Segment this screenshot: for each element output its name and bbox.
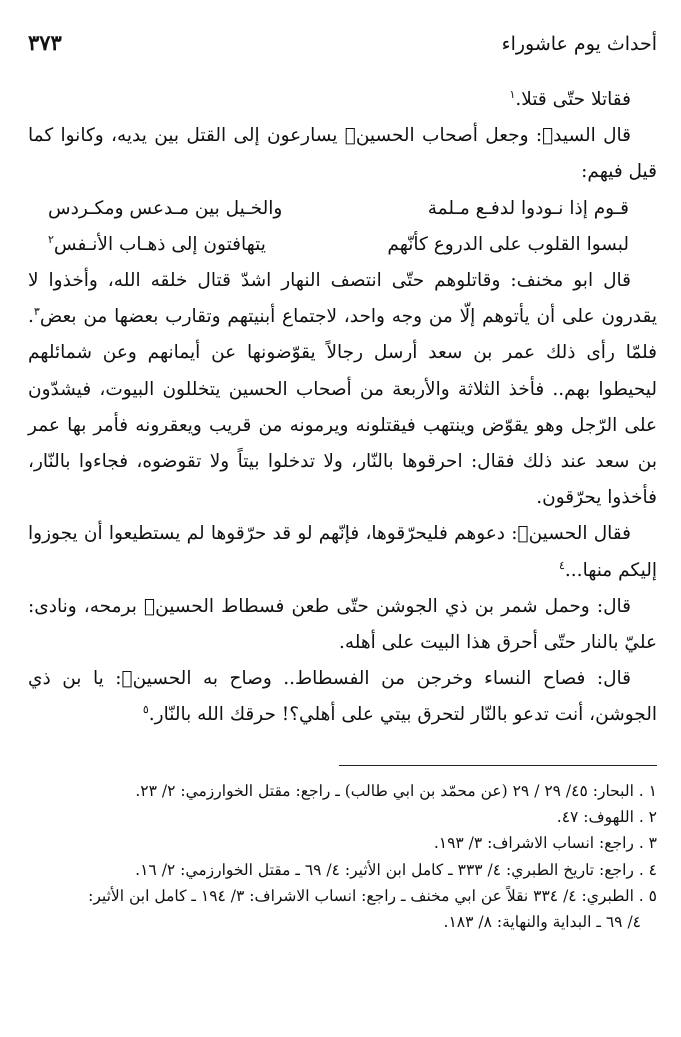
paragraph-5: قال: وحمل شمر بن ذي الجوشن حتّى طعن فسطاط الحسين﷢ برمحه، ونادى: عليّ بالنار حتّى أحرق هذا البيت على أهله.	[28, 595, 657, 654]
footnote-1: ١ . البحار: ٤٥/ ٢٩ / ٢٩ (عن محمّد بن ابي طالب) ـ راجع: مقتل الخوارزمي: ٢/ ٢٣.	[135, 782, 657, 800]
verse-1-first-hemistich: قـوم إذا نـودوا لدفـع مـلمة	[427, 197, 629, 219]
footnote-ref-3: ٣	[33, 305, 40, 319]
footnote-2: ٢ . اللهوف: ٤٧.	[556, 808, 657, 827]
verse-line-1	[28, 191, 657, 227]
verse-1-second-hemistich: والخـيل بين مـدعس ومكـردس	[48, 197, 283, 219]
footnote-ref-5: ٥	[142, 703, 149, 717]
footnotes	[22, 778, 657, 935]
footnote-3: ٣ . راجع: انساب الاشراف: ٣/ ١٩٣.	[433, 834, 657, 853]
page-header	[28, 30, 657, 58]
footnote-4: ٤ . راجع: تاريخ الطبري: ٤/ ٣٣٣ ـ كامل ابن الأثير: ٤/ ٦٩ ـ مقتل الخوارزمي: ٢/ ١٦.	[135, 860, 657, 879]
footnote-5: ٥ . الطبري: ٤/ ٣٣٤ نقلاً عن ابي مخنف ـ راجع: انساب الاشراف: ٣/ ١٩٤ ـ كامل ابن الأثير:	[88, 886, 657, 905]
verse-2-second-hemistich: يتهافتون إلى ذهـاب الأنـفس$^٢$	[48, 232, 266, 255]
footnote-ref-2: ٢	[48, 232, 54, 246]
footnote-ref-4: ٤	[559, 558, 565, 572]
verse-line-2	[28, 227, 657, 263]
paragraph-1: فقاتلا حتّى قتلا.$^١$	[509, 87, 631, 110]
footnote-ref-1: ١	[509, 87, 516, 101]
paragraph-4: فقال الحسين﷢: دعوهم فليحرّقوها، فإنّهم لو قد حرّقوها لم يستطيعوا أن يجوزوا إليكم منها...$^٤$	[28, 523, 657, 581]
page-number: ٣٧٣	[28, 30, 62, 55]
verse-2-first-hemistich: لبسوا القلوب على الدروع كأنّهم	[387, 233, 629, 255]
paragraph-2: قال السيد﷢: وجعل أصحاب الحسين﷢ يسارعون إلى القتل بين يديه، وكانوا كما قيل فيهم:	[28, 125, 657, 183]
paragraph-6: قال: فصاح النساء وخرجن من الفسطاط.. وصاح به الحسين﷢: يا بن ذي الجوشن، أنت تدعو بالنّار لتحرق بيتي على أهلي؟! حرقك الله بالنّار.$^٥$	[28, 668, 657, 726]
footnote-divider	[339, 765, 657, 766]
footnote-5-continued: ٤/ ٦٩ ـ البداية والنهاية: ٨/ ١٨٣.	[443, 913, 641, 932]
paragraph-3: قال ابو مخنف: وقاتلوهم حتّى انتصف النهار اشدّ قتال خلقه الله، وأخذوا لا يقدرون على أن يأتوهم إلّا من وجه واحد، لاجتماع أبنيتهم وتقارب بعضها من بعض$^٣$. فلمّا رأى ذلك عمر بن سعد أرسل رجالاً يقوّضونها عن أيمانهم وعن شمائلهم ليحيطوا بهم.. فأخذ الثلاثة والأربعة من أصحاب الحسين يتخللون البيوت، فيشدّون على الرّجل وهو يقوّض وينتهب فيقتلونه ويرمونه من قريب ويعقرونه فأمر بها عمر بن سعد عند ذلك فقال: احرقوها بالنّار، ولا تدخلوا بيتاً ولا تقوضوه، فجاءوا بالنّار، فأخذوا يحرّقون.	[28, 270, 657, 509]
running-title: أحداث يوم عاشوراء	[501, 33, 657, 55]
main-text	[28, 82, 657, 734]
